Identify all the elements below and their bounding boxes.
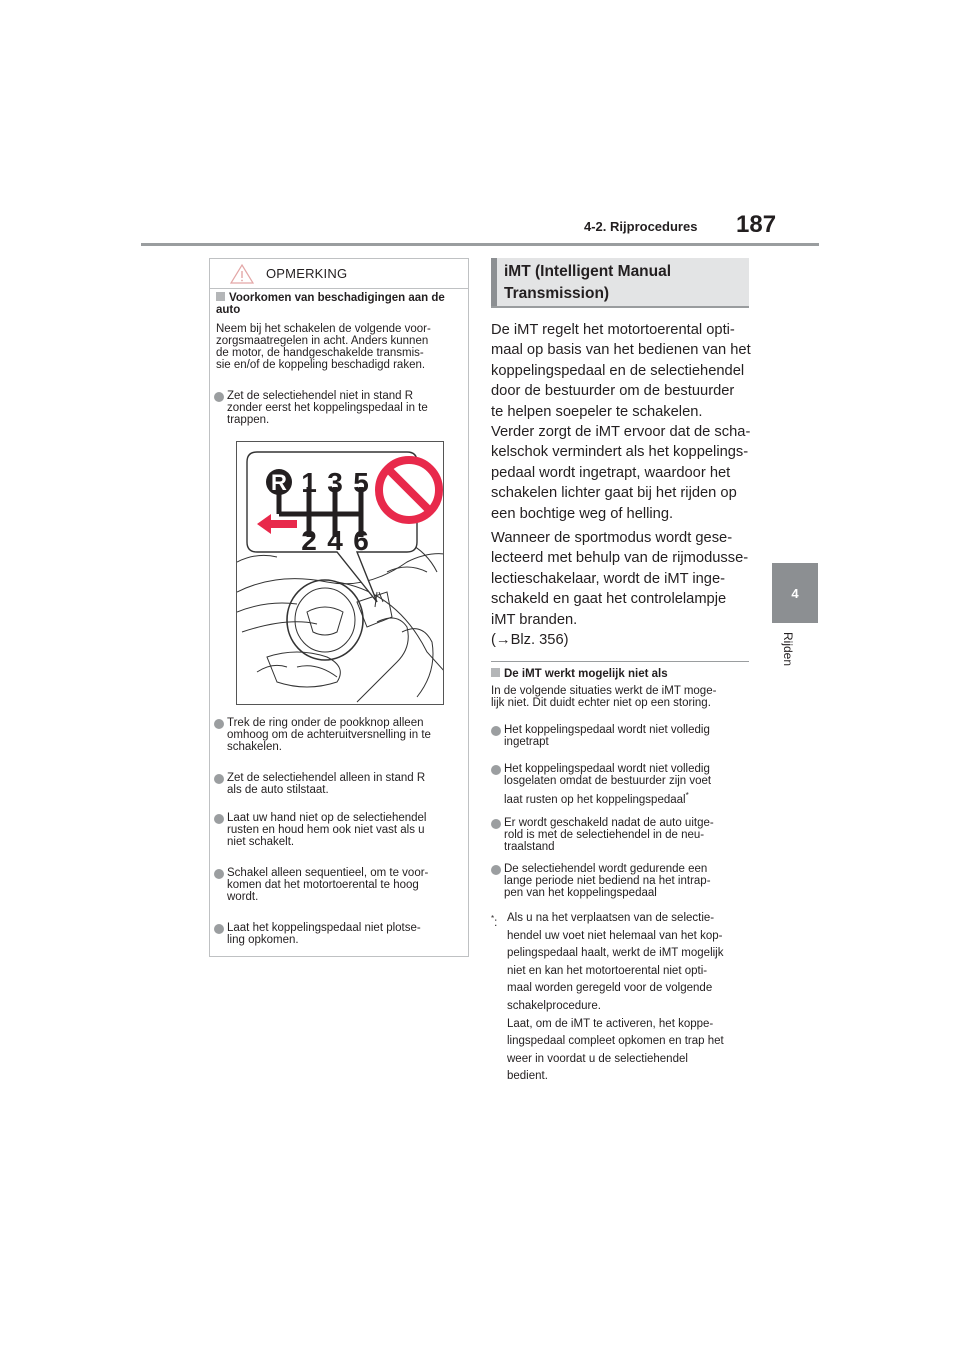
section-divider [491, 661, 749, 662]
caution-bullet: Schakel alleen sequentieel, om te voor- komen dat het motortoerental te hoog wordt. [214, 867, 450, 903]
caution-intro: Neem bij het schakelen de volgende voor- zorgsmaatregelen in acht. Anders kunnen de motor, de handgeschakelde transmis- sie en/of de koppeling beschadigd raken. [216, 323, 431, 371]
imt-bullet: Het koppelingspedaal wordt niet volledig losgelaten omdat de bestuurder zijn voet laat rusten op het koppelingspedaal* [491, 763, 749, 806]
bullet-dot-icon [214, 774, 224, 784]
bullet-dot-icon [491, 865, 501, 875]
section-title: 4-2. Rijprocedures [584, 219, 698, 234]
page-reference[interactable]: (→Blz. 356) [491, 632, 569, 649]
caution-bullet: Trek de ring onder de pookknop alleen omhoog om de achteruitversnelling in te schakelen. [214, 717, 450, 753]
caution-header [210, 259, 468, 289]
gear-label: 3 [327, 467, 343, 498]
bullet-dot-icon [214, 869, 224, 879]
gear-label: R [271, 470, 287, 495]
caution-bullet: Zet de selectiehendel alleen in stand R als de auto stilstaat. [214, 772, 450, 796]
page-number: 187 [736, 211, 777, 238]
gear-label: 6 [353, 525, 369, 556]
gearshift-drawing [237, 442, 444, 705]
square-bullet-icon [491, 668, 500, 677]
square-bullet-icon [216, 292, 225, 301]
bullet-dot-icon [491, 819, 501, 829]
gear-label: 4 [327, 525, 343, 556]
gear-label: 2 [301, 525, 317, 556]
header-divider [141, 243, 819, 246]
chapter-tab [772, 563, 818, 623]
bullet-dot-icon [491, 726, 501, 736]
prohibition-icon [379, 460, 439, 520]
imt-intro: In de volgende situaties werkt de iMT moge- lijk niet. Dit duidt echter niet op een storing. [491, 685, 717, 709]
chapter-number: 4 [791, 585, 799, 601]
imt-bullet: Het koppelingspedaal wordt niet volledig ingetrapt [491, 724, 749, 748]
chapter-label-text: Rijden [781, 632, 795, 667]
bullet-dot-icon [491, 765, 501, 775]
imt-paragraph-1: De iMT regelt het motortoerental opti- maal op basis van het bedienen van het koppelingspedaal en de selectiehendel door de bestuurder om de bestuurder te helpen soepeler te schakelen. Verder zorgt de iMT ervoor dat de scha- kelschok vermindert als het koppelings- pedaal wordt ingetrapt, waardoor het schakelen lichter gaat bij het rijden op een bochtige weg of helling. [491, 322, 751, 522]
caution-subheading: Voorkomen van beschadigingen aan de auto [216, 292, 445, 316]
chapter-label [780, 632, 810, 674]
heading-accent-bar [491, 258, 497, 306]
caution-bullet: Zet de selectiehendel niet in stand R zonder eerst het koppelingspedaal in te trappen. [214, 390, 450, 426]
imt-bullet: Er wordt geschakeld nadat de auto uitge- rold is met de selectiehendel in de neu- traalstand [491, 817, 749, 853]
warning-triangle-icon [229, 263, 255, 285]
caution-title: OPMERKING [266, 266, 348, 281]
caution-bullet: Laat uw hand niet op de selectiehendel rusten en houd hem ook niet vast als u niet schakelt. [214, 812, 450, 848]
imt-paragraph-2: Wanneer de sportmodus wordt gese- lecteerd met behulp van de rijmodusse- lectieschakelaar, wordt de iMT inge- schakeld en gaat het controlelampje iMT branden. (→Blz. 356) [491, 528, 753, 650]
imt-subheading: De iMT werkt mogelijk niet als [491, 668, 751, 680]
gear-label: 5 [353, 467, 369, 498]
bullet-dot-icon [214, 392, 224, 402]
bullet-dot-icon [214, 719, 224, 729]
gearshift-illustration [236, 441, 444, 705]
caution-bullet: Laat het koppelingspedaal niet plotse- ling opkomen. [214, 922, 450, 946]
bullet-dot-icon [214, 924, 224, 934]
imt-bullet: De selectiehendel wordt gedurende een lange periode niet bediend na het intrap- pen van het koppelingspedaal [491, 863, 749, 899]
bullet-dot-icon [214, 814, 224, 824]
gear-label: 1 [301, 467, 317, 498]
imt-heading: iMT (Intelligent Manual Transmission) [491, 258, 749, 308]
